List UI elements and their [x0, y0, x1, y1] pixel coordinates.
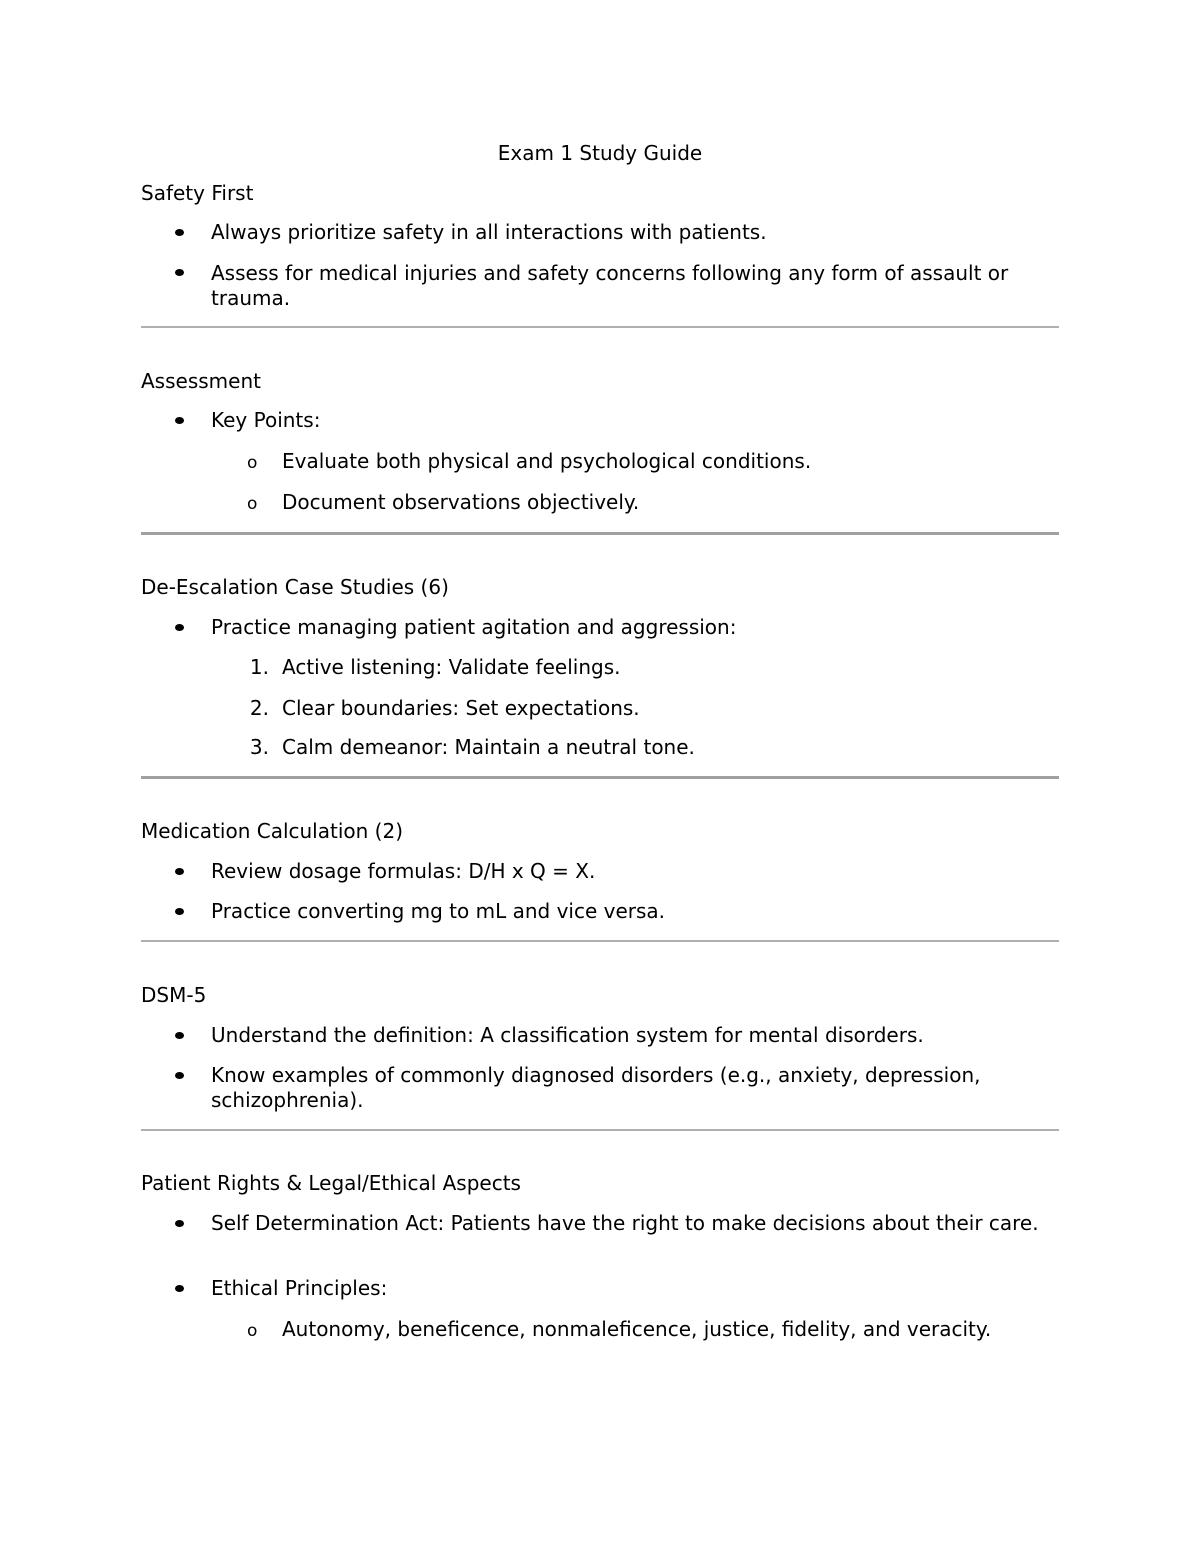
bullet-icon [175, 908, 185, 918]
list-item: Assess for medical injuries and safety concerns following any form of assault or trauma. [211, 261, 1009, 310]
section-heading-safety-first: Safety First [141, 181, 254, 205]
list-item: Key Points: [211, 408, 321, 432]
bullet-icon [175, 269, 185, 279]
bullet-icon [175, 624, 185, 634]
list-number: 2. [249, 696, 269, 720]
sub-bullet-icon: o [247, 1321, 258, 1341]
section-heading-assessment: Assessment [141, 369, 261, 393]
list-item: Self Determination Act: Patients have the right to make decisions about their care. [211, 1211, 1039, 1235]
list-number: 1. [249, 655, 269, 679]
bullet-icon [175, 229, 185, 239]
list-item: Ethical Principles: [211, 1276, 388, 1300]
section-divider [141, 326, 1059, 328]
section-divider [141, 1129, 1059, 1131]
section-heading-dsm5: DSM-5 [141, 983, 207, 1007]
sub-bullet-icon: o [247, 494, 258, 514]
bullet-icon [175, 1285, 185, 1295]
sub-bullet-icon: o [247, 453, 258, 473]
section-divider [141, 940, 1059, 942]
section-heading-medication-calculation: Medication Calculation (2) [141, 819, 403, 843]
numbered-item: Active listening: Validate feelings. [282, 655, 621, 679]
list-subitem: Evaluate both physical and psychological conditions. [282, 449, 812, 473]
bullet-icon [175, 1072, 185, 1082]
document-title: Exam 1 Study Guide [497, 141, 703, 165]
bullet-icon [175, 868, 185, 878]
section-heading-de-escalation: De-Escalation Case Studies (6) [141, 575, 449, 599]
section-divider [141, 532, 1059, 535]
bullet-icon [175, 417, 185, 427]
list-item: Practice converting mg to mL and vice versa. [211, 899, 666, 923]
list-subitem: Autonomy, beneficence, nonmaleficence, justice, fidelity, and veracity. [282, 1317, 992, 1341]
numbered-item: Calm demeanor: Maintain a neutral tone. [282, 735, 695, 759]
numbered-item: Clear boundaries: Set expectations. [282, 696, 640, 720]
list-item: Review dosage formulas: D/H x Q = X. [211, 859, 596, 883]
list-item: Practice managing patient agitation and aggression: [211, 615, 737, 639]
list-item: Always prioritize safety in all interactions with patients. [211, 220, 767, 244]
bullet-icon [175, 1220, 185, 1230]
section-heading-patient-rights: Patient Rights & Legal/Ethical Aspects [141, 1171, 521, 1195]
bullet-icon [175, 1032, 185, 1042]
section-divider [141, 776, 1059, 779]
list-subitem: Document observations objectively. [282, 490, 640, 514]
list-item: Know examples of commonly diagnosed disorders (e.g., anxiety, depression, schizophrenia). [211, 1063, 981, 1112]
list-item: Understand the definition: A classification system for mental disorders. [211, 1023, 924, 1047]
list-number: 3. [249, 735, 269, 759]
